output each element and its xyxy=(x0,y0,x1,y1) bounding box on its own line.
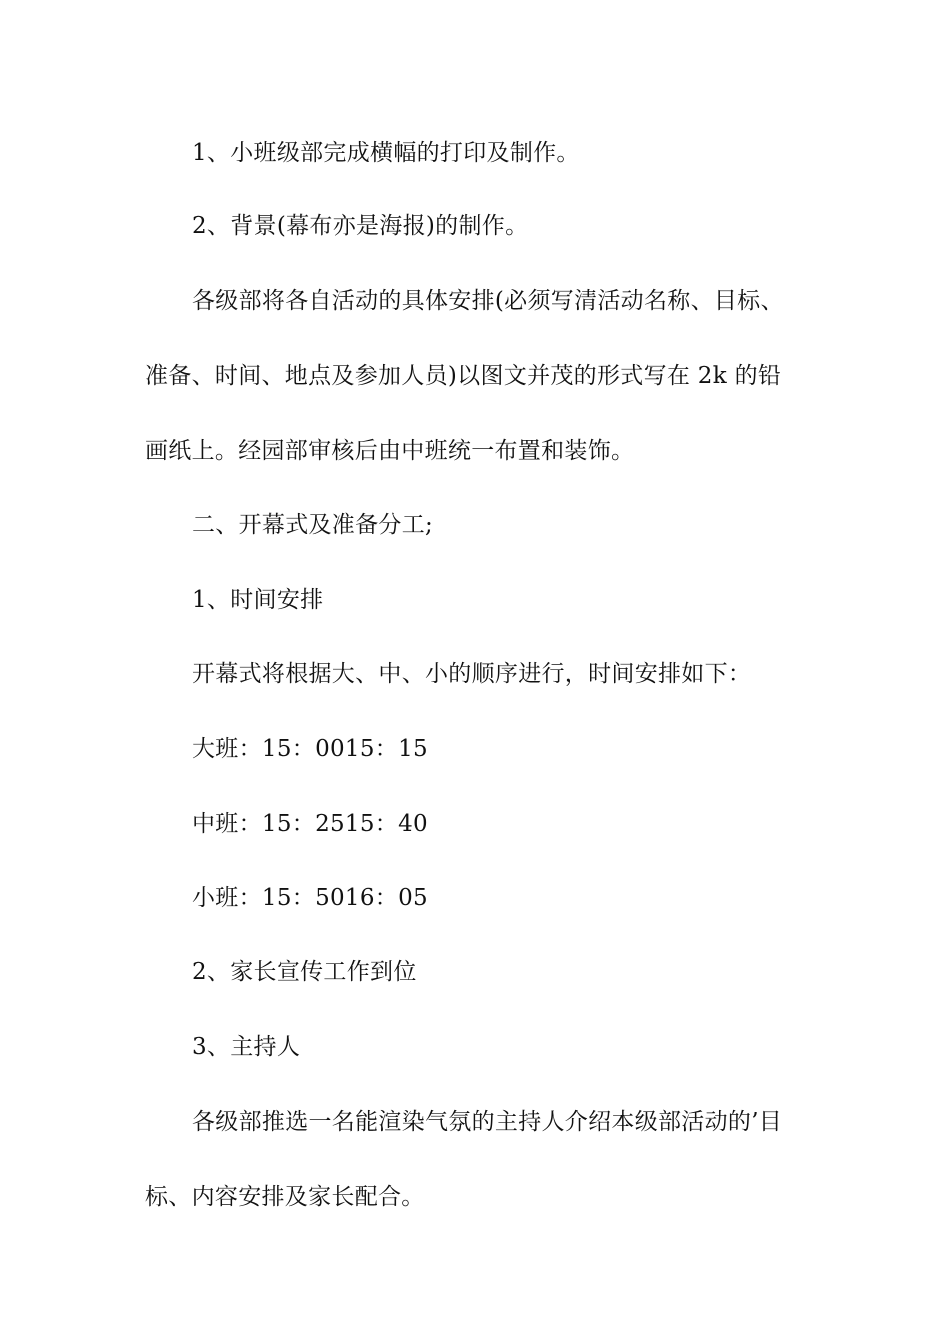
paragraph-banner-task: 1、小班级部完成横幅的打印及制作。 xyxy=(192,140,580,166)
paragraph-schedule-intro: 开幕式将根据大、中、小的顺序进行，时间安排如下： xyxy=(192,661,752,687)
schedule-senior-class: 大班：15：0015：15 xyxy=(192,736,428,762)
subheading-time-schedule: 1、时间安排 xyxy=(192,587,324,613)
paragraph-activity-plan-line3: 画纸上。经园部审核后由中班统一布置和装饰。 xyxy=(145,438,635,464)
paragraph-host-line1: 各级部推选一名能渲染气氛的主持人介绍本级部活动的’目 xyxy=(192,1109,783,1135)
paragraph-host-line2: 标、内容安排及家长配合。 xyxy=(145,1184,425,1210)
schedule-junior-class: 小班：15：5016：05 xyxy=(192,885,428,911)
section-heading-opening: 二、开幕式及准备分工; xyxy=(192,512,434,538)
paragraph-activity-plan-line1: 各级部将各自活动的具体安排(必须写清活动名称、目标、 xyxy=(192,288,784,314)
paragraph-activity-plan-line2: 准备、时间、地点及参加人员)以图文并茂的形式写在 2k 的铅 xyxy=(145,363,782,389)
subheading-parent-publicity: 2、家长宣传工作到位 xyxy=(192,959,417,985)
paragraph-background-task: 2、背景(幕布亦是海报)的制作。 xyxy=(192,213,529,239)
schedule-middle-class: 中班：15：2515：40 xyxy=(192,811,428,837)
subheading-host: 3、主持人 xyxy=(192,1034,301,1060)
